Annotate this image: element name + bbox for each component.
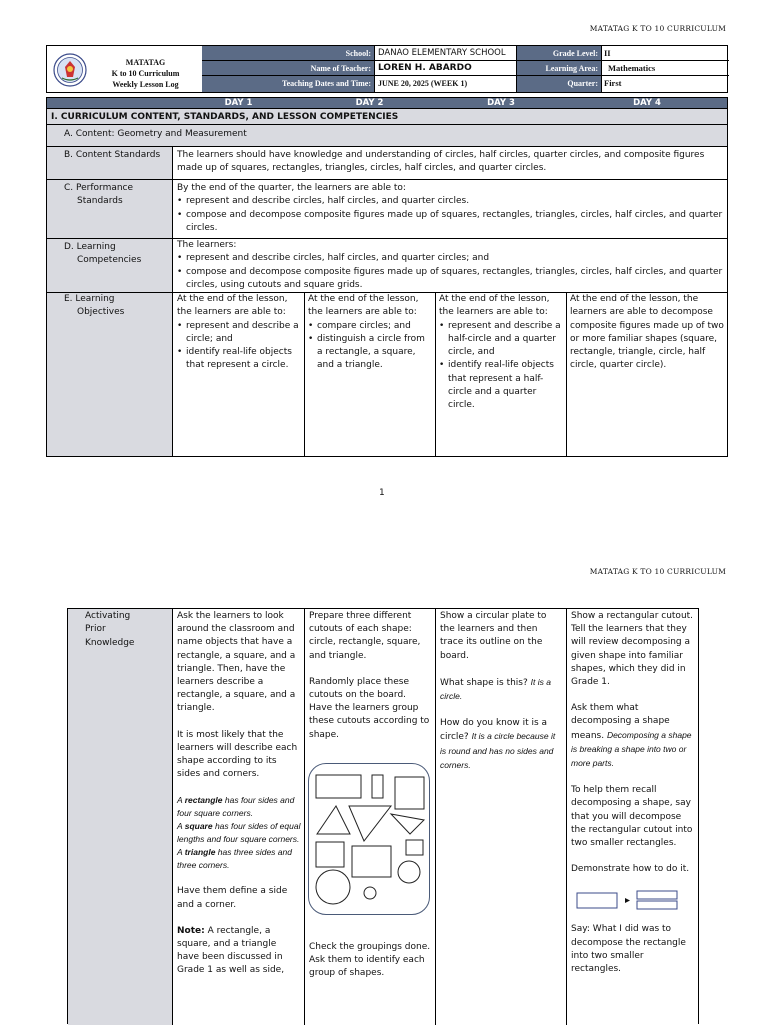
page-number: 1: [379, 488, 385, 498]
square-cutout: [316, 842, 344, 867]
running-head: MATATAG K TO 10 CURRICULUM: [589, 24, 726, 33]
title-line: K to 10 Curriculum: [111, 69, 180, 78]
paragraph: Prepare three different cutouts of each shape: circle, rectangle, square, and triangle.: [309, 611, 421, 661]
lesson-log-header: [46, 45, 728, 93]
answer-text: It is a circle because it is round and has no sides and corners.: [440, 731, 556, 770]
header-title: [93, 57, 198, 90]
competencies-label: [47, 239, 173, 292]
paragraph: Show a rectangular cutout. Tell the learners that they will review decomposing a given shape into familiar shapes, which they did in Grade 1.: [571, 611, 694, 688]
bullet-item: • represent and describe a circle; and: [186, 320, 301, 347]
bullet-item: • compose and decompose composite figures made up of squares, rectangles, triangles, circles, half circles, and quarter circles, using cutouts and square grids.: [186, 266, 725, 293]
teacher-value: LOREN H. ABARDO: [378, 63, 472, 73]
grade-value: II: [604, 48, 611, 58]
circle-cutout: [316, 870, 350, 904]
triangle-cutout: [349, 806, 391, 841]
intro-text: The learners:: [177, 240, 237, 250]
whole-rectangle: [577, 893, 617, 908]
paragraph: What shape is this? It is a circle.: [440, 676, 551, 702]
paragraph: How do you know it is a circle? It is a circle because it is round and has no sides and corners.: [440, 718, 556, 770]
intro-text: At the end of the lesson, the learners are able to:: [439, 294, 550, 318]
answer-text: It is a circle.: [440, 676, 551, 702]
day-head-3: DAY 3: [435, 98, 567, 108]
intro-text: By the end of the quarter, the learners are able to:: [177, 183, 406, 193]
circle-cutout: [398, 861, 420, 883]
term-rectangle: rectangle: [184, 795, 223, 806]
bullet-item: • compare circles; and: [317, 320, 432, 333]
rectangle-cutout: [316, 775, 361, 798]
label-line: C. Performance: [64, 183, 134, 193]
term-triangle: triangle: [184, 847, 216, 858]
label-line: D. Learning: [64, 242, 116, 252]
school-value: DANAO ELEMENTARY SCHOOL: [378, 48, 506, 58]
shape-definitions: A rectangle has four sides and four square corners. A square has four sides of equal lengths and four square corners. A triangle has three sides and three corners.: [177, 795, 301, 871]
bullet-item: • distinguish a circle from a rectangle, a square, and a triangle.: [317, 333, 432, 373]
square-cutout: [395, 777, 424, 809]
header-logo-cell: [47, 46, 203, 92]
label-line: Knowledge: [85, 637, 135, 648]
paragraph: It is most likely that the learners will describe each shape according to its sides and corners.: [177, 729, 298, 780]
day-head-4: DAY 4: [567, 98, 727, 108]
performance-standards-text: [177, 182, 725, 235]
competencies-text: [177, 239, 725, 292]
paragraph: Show a circular plate to the learners and then trace its outline on the board.: [440, 611, 547, 661]
circle-cutout: [364, 887, 376, 899]
objectives-day4: At the end of the lesson, the learners are able to decompose composite figures made up of two or more familiar shapes (square, rectangle, triangle, circle, half circle, quarter circle).: [570, 294, 724, 371]
shape-cutouts-drawing: [309, 764, 429, 914]
content-row: A. Content: Geometry and Measurement: [47, 125, 727, 147]
paragraph: Have them define a side and a corner.: [177, 886, 288, 910]
running-head: MATATAG K TO 10 CURRICULUM: [589, 567, 726, 576]
paragraph: Ask them what decomposing a shape means. Decomposing a shape is breaking a shape into two or more parts.: [571, 703, 692, 769]
bullet-item: • compose and decompose composite figures made up of squares, rectangles, triangles, circles, half circles, and quarter circles.: [186, 209, 725, 236]
bullet-item: • represent and describe a half-circle and a quarter circle, and: [448, 320, 563, 360]
triangle-cutout: [317, 806, 350, 834]
term-square: square: [184, 821, 213, 832]
objectives-day2: [308, 293, 432, 373]
grade-label: Grade Level:: [517, 46, 601, 61]
objectives-label: [47, 293, 173, 456]
quarter-value: First: [604, 78, 622, 88]
part-rectangle-top: [637, 891, 677, 899]
bullet-item: • represent and describe circles, half circles, and quarter circles; and: [186, 252, 725, 265]
title-line: Weekly Lesson Log: [112, 80, 179, 89]
label-line: Competencies: [77, 255, 142, 265]
part-rectangle-bottom: [637, 901, 677, 909]
square-cutout: [406, 840, 423, 855]
day1-activity: [173, 609, 305, 1025]
content-standards-text: The learners should have knowledge and understanding of circles, half circles, quarter circles, and composite figures made up of squares, rectangles, triangles, circles, half circles, and quarter circles.: [177, 150, 705, 174]
label-line: E. Learning: [64, 294, 115, 304]
day4-activity: [567, 609, 698, 1025]
shape-cutouts-illustration: [308, 763, 430, 915]
section-title: I. CURRICULUM CONTENT, STANDARDS, AND LESSON COMPETENCIES: [47, 108, 727, 125]
quarter-label: Quarter:: [517, 76, 601, 92]
dates-value: JUNE 20, 2025 (WEEK 1): [378, 79, 468, 88]
paragraph: Say: What I did was to decompose the rectangle into two smaller rectangles.: [571, 924, 686, 975]
day-head-2: DAY 2: [304, 98, 435, 108]
note-paragraph: Note: A rectangle, a square, and a triangle have been discussed in Grade 1 as well as side,: [177, 925, 285, 976]
decompose-rectangle-diagram: [575, 889, 685, 915]
bullet-item: • identify real-life objects that represent a circle.: [186, 346, 301, 373]
deped-seal-icon: [53, 53, 87, 87]
label-line: Objectives: [77, 307, 125, 317]
teacher-label: Name of Teacher:: [202, 61, 374, 76]
definition-text: Decomposing a shape is breaking a shape into two or more parts.: [571, 729, 692, 769]
area-value: Mathematics: [608, 63, 656, 73]
intro-text: At the end of the lesson, the learners are able to:: [177, 294, 288, 318]
performance-standards-label: [47, 180, 173, 238]
paragraph: Ask the learners to look around the classroom and name objects that have a rectangle, a square, and a triangle. Then, have the learners describe a rectangle, a square, and a triangle.: [177, 611, 296, 714]
activating-label: [68, 609, 173, 1025]
arrow-icon: [625, 898, 630, 903]
bullet-item: • identify real-life objects that represent a half-circle and a quarter circle.: [448, 359, 563, 412]
paragraph: To help them recall decomposing a shape, say that you will decompose the rectangular cutout into two smaller rectangles.: [571, 785, 693, 849]
title-line: MATATAG: [125, 58, 166, 67]
paragraph: Check the groupings done. Ask them to identify each group of shapes.: [309, 942, 431, 979]
paragraph: Demonstrate how to do it.: [571, 864, 690, 875]
paragraph: Randomly place these cutouts on the board. Have the learners group these cutouts according to shape.: [309, 676, 430, 740]
day3-activity: [436, 609, 567, 1025]
school-label: School:: [202, 46, 374, 61]
rectangle-cutout: [352, 846, 391, 877]
curriculum-table: [46, 97, 728, 457]
label-line: Standards: [77, 196, 123, 206]
note-label: Note:: [177, 925, 205, 936]
intro-text: At the end of the lesson, the learners are able to:: [308, 294, 419, 318]
area-label: Learning Area:: [517, 61, 601, 76]
dates-label: Teaching Dates and Time:: [202, 76, 374, 92]
label-line: Activating: [85, 611, 131, 621]
objectives-day3: [439, 293, 563, 413]
rectangle-cutout: [372, 775, 383, 798]
content-standards-label: B. Content Standards: [47, 147, 173, 179]
bullet-item: • represent and describe circles, half circles, and quarter circles.: [186, 195, 725, 208]
day-head-1: DAY 1: [173, 98, 304, 108]
objectives-day1: [177, 293, 301, 373]
triangle-cutout: [391, 814, 424, 834]
label-line: Prior: [85, 624, 106, 635]
day-head-blank: [47, 98, 173, 108]
